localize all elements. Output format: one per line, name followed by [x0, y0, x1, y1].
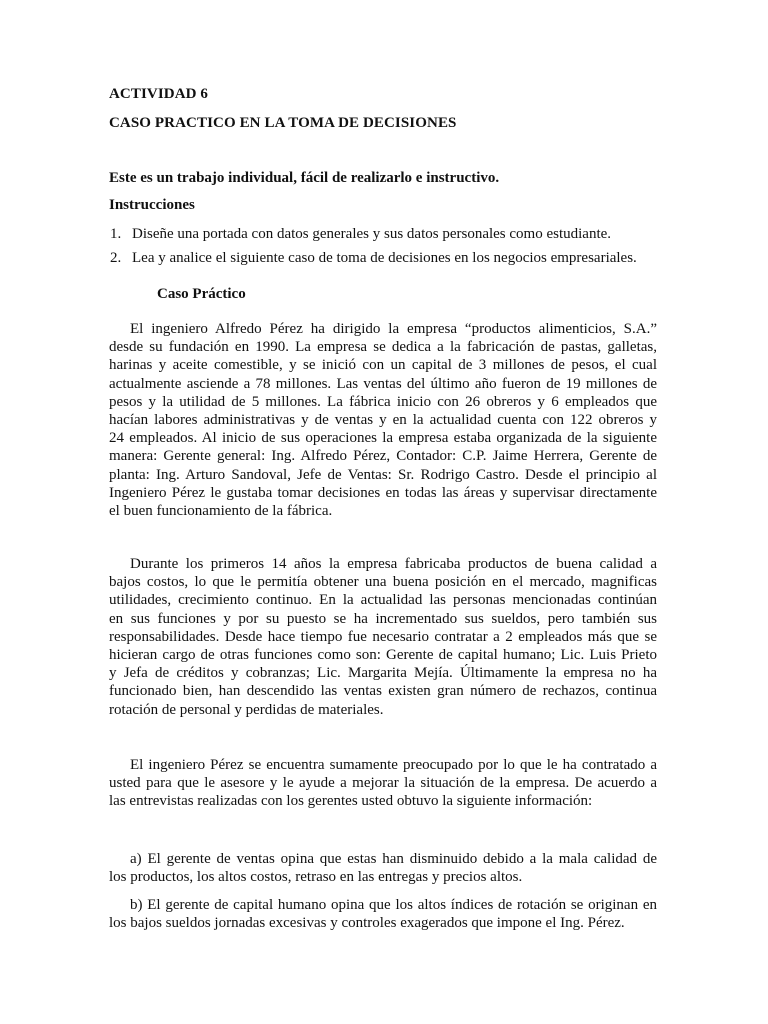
case-paragraph-2	[109, 555, 657, 719]
paragraph-line: Durante los primeros 14 años la empresa fabricaba productos de buena calidad a	[130, 556, 657, 572]
paragraph-line: y Jefa de créditos y cobranzas; Lic. Margarita Mejía. Últimamente la empresa no ha	[109, 665, 657, 682]
paragraph-line: hacían labores administrativas y de ventas y en la actualidad cuenta con 122 obreros y	[109, 411, 657, 428]
paragraph-line: hicieran cargo de otras funciones como son: Gerente de capital humano; Lic. Luis Prieto	[109, 646, 657, 663]
instruction-text: Diseñe una portada con datos generales y sus datos personales como estudiante.	[132, 226, 612, 242]
paragraph-line: rotación de personal y perdidas de materiales.	[109, 701, 384, 718]
activity-heading: ACTIVIDAD 6	[109, 86, 209, 102]
case-heading: Caso Práctico	[157, 286, 246, 302]
case-paragraph-1	[109, 320, 657, 520]
case-paragraph-3	[109, 756, 657, 811]
paragraph-line: a) El gerente de ventas opina que estas han disminuido debido a la mala calidad de	[130, 851, 657, 867]
paragraph-line: el buen funcionamiento de la fábrica.	[109, 502, 333, 519]
paragraph-line: Ingeniero Pérez le gustaba tomar decisiones en todas las áreas y supervisar directamente	[109, 484, 657, 501]
paragraph-line: utilidades, crecimiento continuo. En la actualidad las personas mencionadas continúan	[109, 592, 657, 609]
paragraph-line: El ingeniero Alfredo Pérez ha dirigido la empresa “productos alimenticios, S.A.”	[130, 321, 657, 337]
instruction-item-1	[110, 226, 611, 243]
interview-item-a	[109, 850, 657, 886]
paragraph-line: responsabilidades. Desde hace tiempo fue necesario contratar a 2 empleados más que se	[109, 628, 657, 645]
instruction-item-2	[110, 250, 637, 267]
interview-item-b	[109, 896, 657, 932]
intro-text: Este es un trabajo individual, fácil de realizarlo e instructivo.	[109, 170, 500, 186]
paragraph-line: b) El gerente de capital humano opina que los altos índices de rotación se originan en	[130, 897, 657, 913]
paragraph-line: desde su fundación en 1990. La empresa se dedica a la fabricación de pastas, galletas,	[109, 339, 657, 356]
document-title: CASO PRACTICO EN LA TOMA DE DECISIONES	[109, 115, 457, 131]
paragraph-line: El ingeniero Pérez se encuentra sumamente preocupado por lo que le ha contratado a	[130, 757, 657, 773]
instruction-number: 1.	[110, 226, 122, 242]
paragraph-line: manera: Gerente general: Ing. Alfredo Pérez, Contador: C.P. Jaime Herrera, Gerente de	[109, 448, 657, 465]
paragraph-line: las entrevistas realizadas con los gerentes usted obtuvo la siguiente información:	[109, 793, 593, 810]
paragraph-line: planta: Ing. Arturo Sandoval, Jefe de Ventas: Sr. Rodrigo Castro. Desde el principio al	[109, 466, 657, 483]
paragraph-line: usted para que le asesore y le ayude a mejorar la situación de la empresa. De acuerdo a	[109, 775, 657, 792]
instruction-number: 2.	[110, 250, 122, 266]
paragraph-line: actualmente asciende a 78 millones. Las ventas del último año fueron de 19 millones de	[109, 375, 657, 392]
instruction-text: Lea y analice el siguiente caso de toma de decisiones en los negocios empresariales.	[132, 250, 637, 266]
paragraph-line: pesos y la utilidad de 5 millones. La fábrica inicio con 26 obreros y 6 empleados que	[109, 393, 657, 410]
instructions-heading: Instrucciones	[109, 197, 195, 213]
paragraph-line: funcionado bien, han descendido las ventas existen gran número de rechazos, continua	[109, 683, 657, 700]
paragraph-line: harinas y aceite comestible, y se inició con un capital de 3 millones de pesos, el cual	[109, 357, 657, 374]
paragraph-line: en sus funciones y por su puesto se ha incrementado sus sueldos, pero también sus	[109, 610, 657, 627]
paragraph-line: los bajos sueldos jornadas excesivas y controles exagerados que impone el Ing. Pérez.	[109, 915, 625, 932]
paragraph-line: los productos, los altos costos, retraso en las entregas y precios altos.	[109, 869, 523, 886]
paragraph-line: 24 empleados. Al inicio de sus operaciones la empresa estaba organizada de la siguiente	[109, 430, 657, 447]
paragraph-line: bajos costos, lo que le permitía obtener una buena posición en el mercado, magnificas	[109, 574, 657, 591]
